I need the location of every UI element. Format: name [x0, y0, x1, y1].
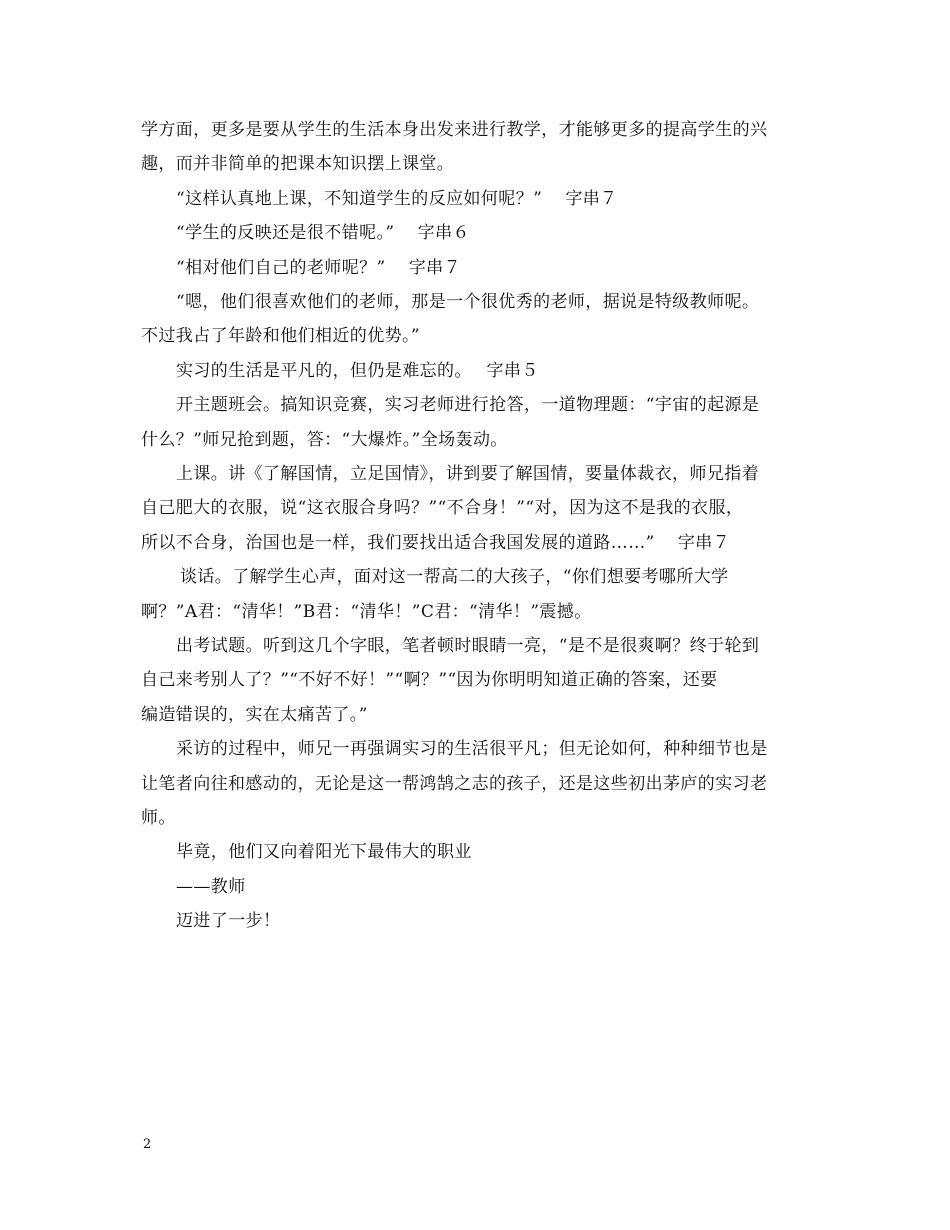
- text-line: 编造错误的，实在太痛苦了。”: [141, 705, 368, 725]
- text-line: ——教师: [176, 877, 246, 897]
- text-line: 迈进了一步！: [176, 911, 281, 931]
- text-line: 什么？”师兄抢到题，答：“大爆炸。”全场轰动。: [141, 430, 508, 450]
- text-line: 实习的生活是平凡的，但仍是难忘的。 字串５: [176, 361, 539, 381]
- text-line: 趣，而并非简单的把课本知识摆上课堂。: [141, 154, 455, 174]
- text-line: 毕竟，他们又向着阳光下最伟大的职业: [176, 842, 472, 862]
- text-line: 自己肥大的衣服，说“这衣服合身吗？”“不合身！”“对，因为这不是我的衣服，: [141, 498, 744, 518]
- text-line: 自己来考别人了？”“不好不好！”“啊？”“因为你明明知道正确的答案，还要: [141, 670, 718, 690]
- page-number: 2: [143, 1137, 152, 1152]
- text-line: 采访的过程中，师兄一再强调实习的生活很平凡；但无论如何，种种细节也是: [176, 739, 768, 759]
- text-line: 所以不合身，治国也是一样，我们要找出适合我国发展的道路……” 字串７: [141, 533, 731, 553]
- text-line: 出考试题。听到这几个字眼，笔者顿时眼睛一亮，“是不是很爽啊？终于轮到: [176, 636, 760, 656]
- text-line: 让笔者向往和感动的，无论是这一帮鸿鹄之志的孩子，还是这些初出茅庐的实习老: [141, 774, 768, 794]
- text-line: 上课。讲《了解国情，立足国情》，讲到要了解国情，要量体裁衣，师兄指着: [176, 464, 760, 484]
- text-line: 开主题班会。搞知识竞赛，实习老师进行抢答，一道物理题：“宇宙的起源是: [176, 395, 760, 415]
- text-line: “学生的反映还是很不错呢。” 字串６: [176, 223, 470, 243]
- text-line: 学方面，更多是要从学生的生活本身出发来进行教学，才能够更多的提高学生的兴: [141, 120, 768, 140]
- text-line: “嗯，他们很喜欢他们的老师，那是一个很优秀的老师，据说是特级教师呢。: [176, 292, 760, 312]
- text-line: 啊？”A君：“清华！”B君：“清华！”C君：“清华！”震撼。: [141, 602, 592, 622]
- text-line: 师。: [141, 808, 176, 828]
- text-line: “这样认真地上课，不知道学生的反应如何呢？” 字串７: [176, 189, 618, 209]
- text-line: 谈话。了解学生心声，面对这一帮高二的大孩子，“你们想要考哪所大学: [180, 567, 729, 587]
- text-line: 不过我占了年龄和他们相近的优势。”: [141, 326, 420, 346]
- text-line: “相对他们自己的老师呢？” 字串７: [176, 258, 461, 278]
